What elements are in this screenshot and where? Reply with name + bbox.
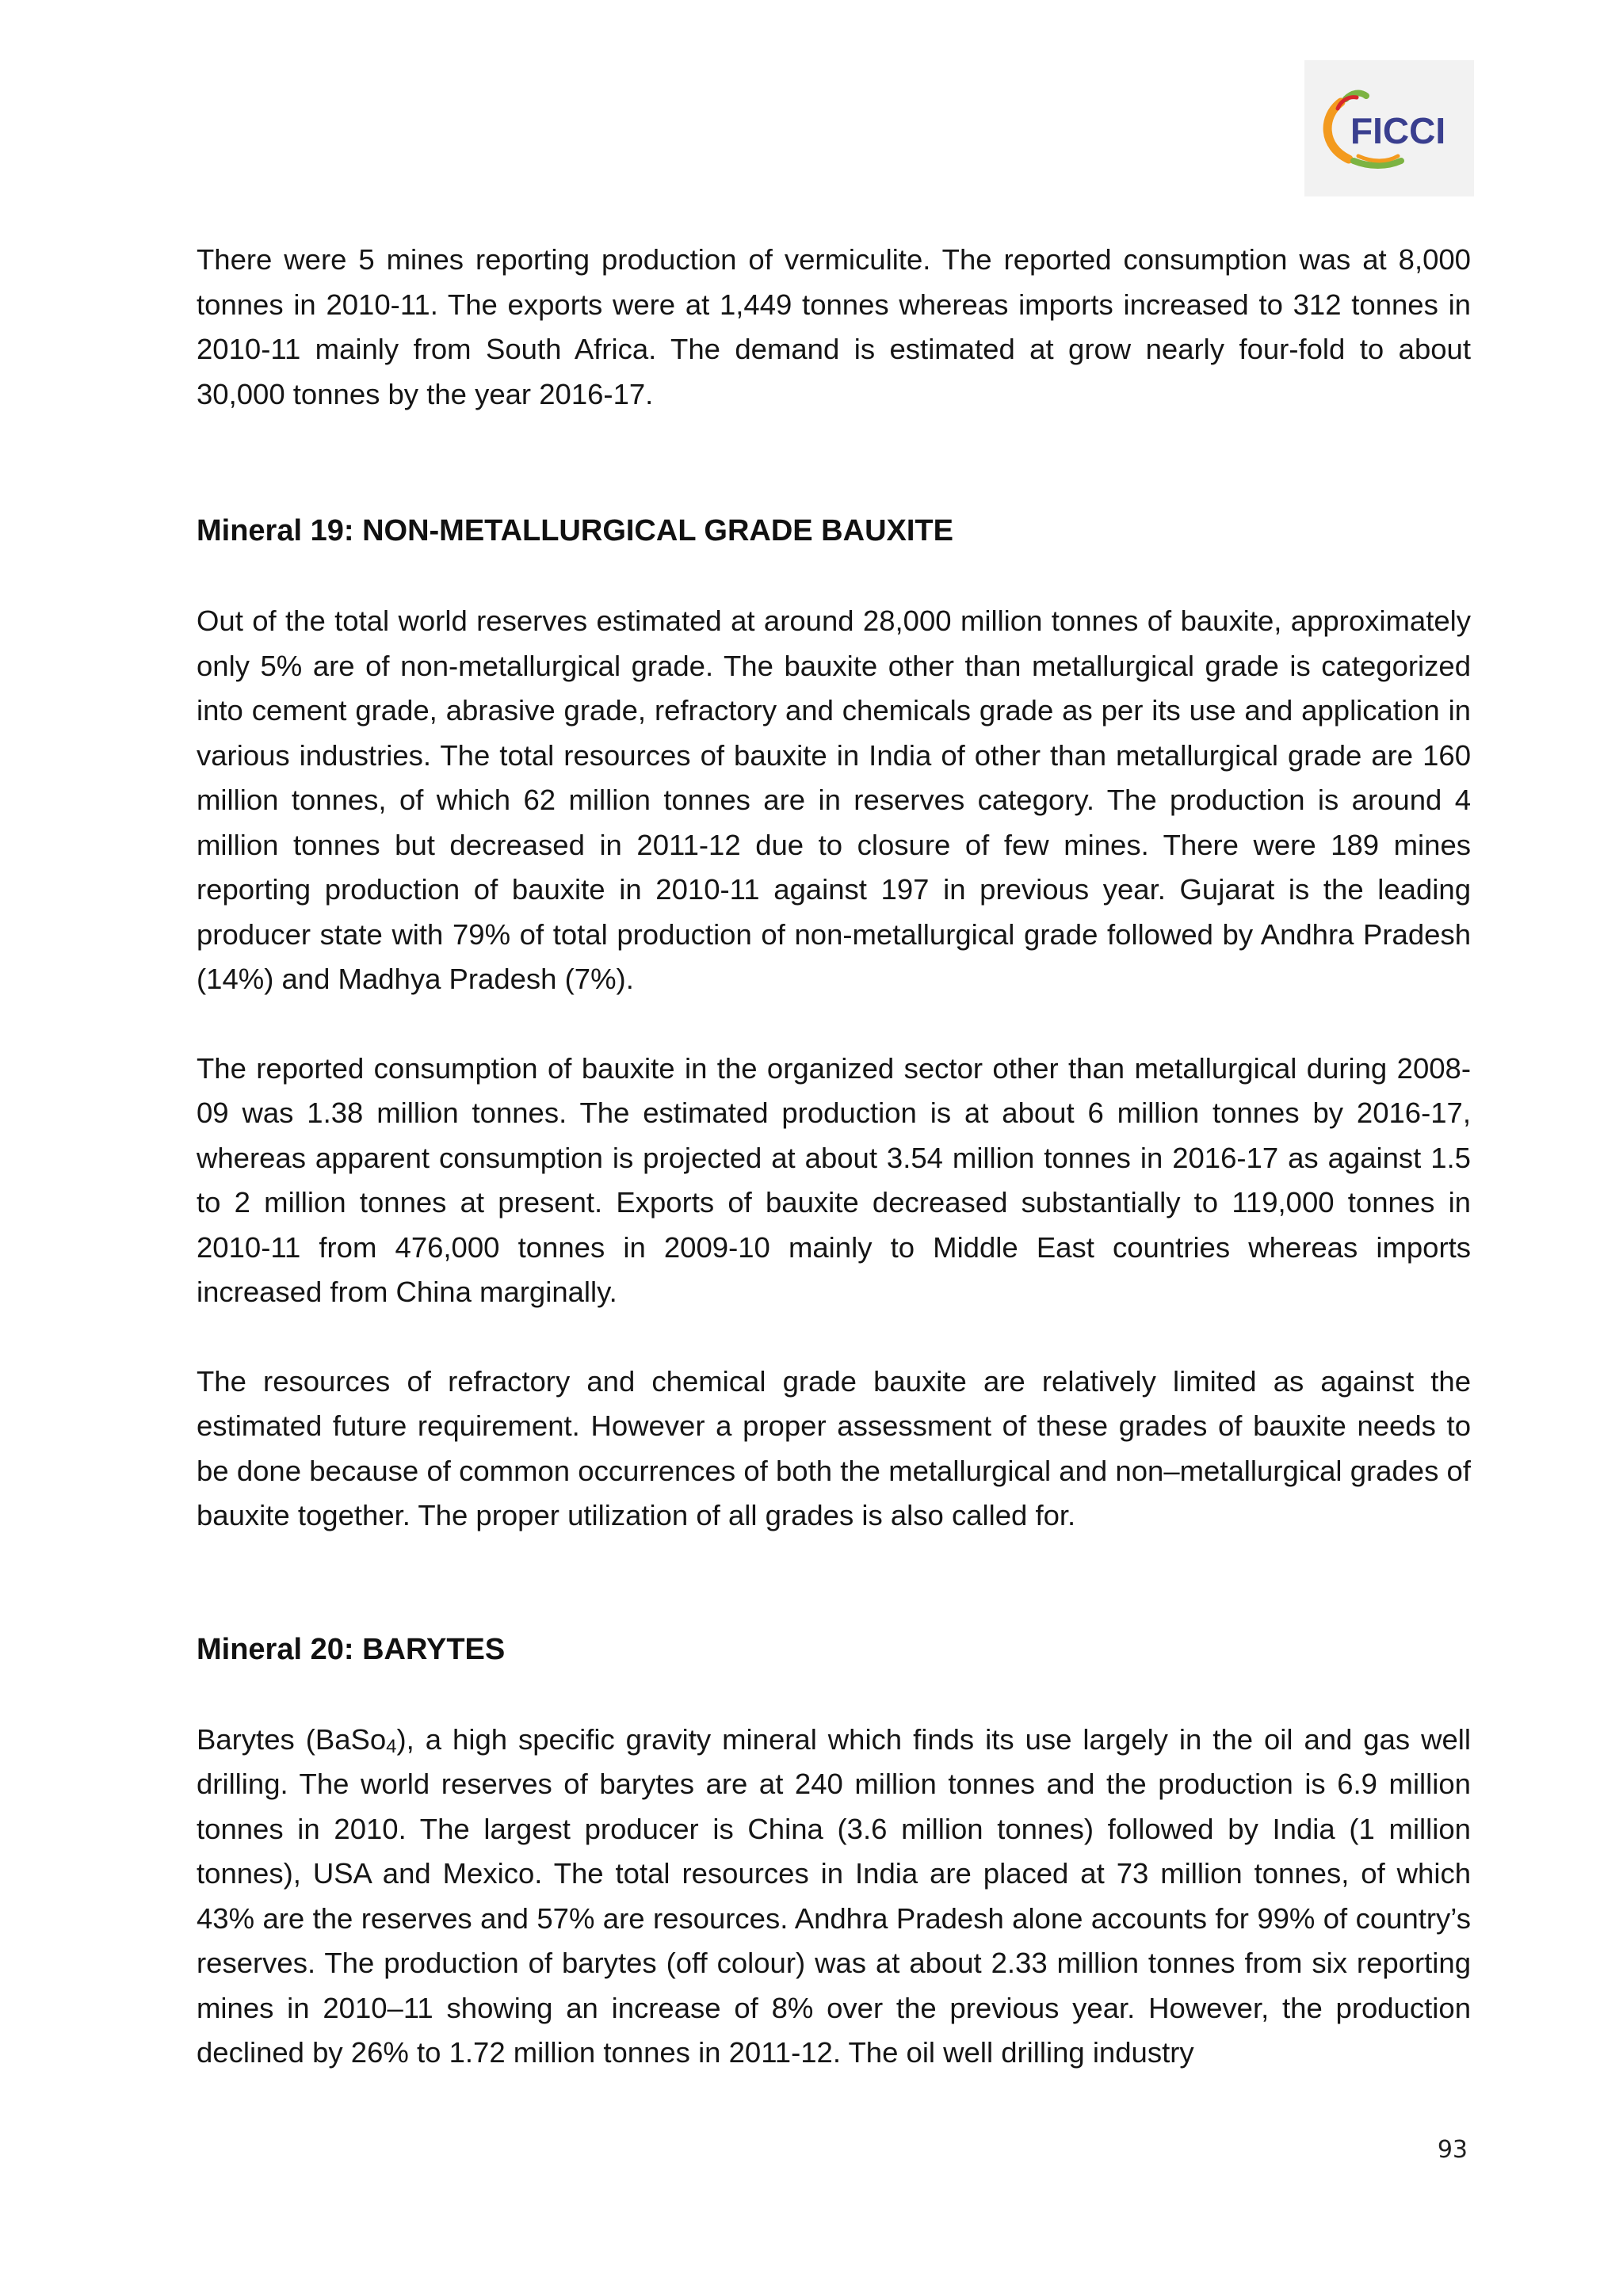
barytes-body: ), a high specific gravity mineral which finds its use largely in the oil and gas well drilling. The world reserves of barytes are at 240 million tonnes and the production is 6.9 million tonnes in 2010. The largest producer is China (3.6 million tonnes) followed by India (1 million tonnes), USA and Mexico. The total resources in India are placed at 73 million tonnes, of which 43% are the reserves and 57% are resources. Andhra Pradesh alone accounts for 99% of country’s reserves. The production of barytes (off colour) was at about 2.33 million tonnes from six reporting mines in 2010–11 showing an increase of 8% over the previous year. However, the production declined by 26% to 1.72 million tonnes in 2011-12. The oil well drilling industry bbox=[197, 1722, 1472, 2069]
logo-text: FICCI bbox=[1350, 110, 1446, 151]
vermiculite-paragraph: There were 5 mines reporting production of vermiculite. The reported consumption was at 8,000 tonnes in 2010-11. The exports were at 1,449 tonnes whereas imports increased to 312 tonnes in 2010-11 mainly from South Africa. The demand is estimated at grow nearly four-fold to about 30,000 tonnes by the year 2016-17. bbox=[197, 243, 1471, 410]
page-number: 93 bbox=[1437, 2136, 1468, 2164]
mineral-20-heading: Mineral 20: BARYTES bbox=[197, 1632, 506, 1666]
bauxite-paragraph-3: The resources of refractory and chemical grade bauxite are relatively limited as against the estimated future requirement. However a proper assessment of these grades of bauxite needs to be done because of common occurrences of both the metallurgical and non–metallurgical grades of bauxite together. The proper utilization of all grades is also called for. bbox=[197, 1364, 1471, 1531]
barytes-intro: Barytes (BaSo bbox=[197, 1722, 387, 1756]
page-content bbox=[197, 238, 1471, 2076]
barytes-paragraph bbox=[197, 1718, 1471, 2076]
mineral-19-heading: Mineral 19: NON-METALLURGICAL GRADE BAUXITE bbox=[197, 514, 953, 547]
ficci-logo-icon bbox=[1314, 85, 1465, 172]
ficci-logo bbox=[1304, 60, 1474, 196]
barytes-subscript: 4 bbox=[386, 1735, 397, 1757]
bauxite-paragraph-2: The reported consumption of bauxite in the organized sector other than metallurgical during 2008-09 was 1.38 million tonnes. The estimated production is at about 6 million tonnes by 2016-17, whereas apparent consumption is projected at about 3.54 million tonnes in 2016-17 as against 1.5 to 2 million tonnes at present. Exports of bauxite decreased substantially to 119,000 tonnes in 2010-11 from 476,000 tonnes in 2009-10 mainly to Middle East countries whereas imports increased from China marginally. bbox=[197, 1051, 1471, 1308]
bauxite-paragraph-1: Out of the total world reserves estimated at around 28,000 million tonnes of bauxite, approximately only 5% are of non-metallurgical grade. The bauxite other than metallurgical grade is categorized into cement grade, abrasive grade, refractory and chemicals grade as per its use and application in various industries. The total resources of bauxite in India of other than metallurgical grade are 160 million tonnes, of which 62 million tonnes are in reserves category. The production is around 4 million tonnes but decreased in 2011-12 due to closure of few mines. There were 189 mines reporting production of bauxite in 2010-11 against 197 in previous year. Gujarat is the leading producer state with 79% of total production of non-metallurgical grade followed by Andhra Pradesh (14%) and Madhya Pradesh (7%). bbox=[197, 605, 1471, 995]
